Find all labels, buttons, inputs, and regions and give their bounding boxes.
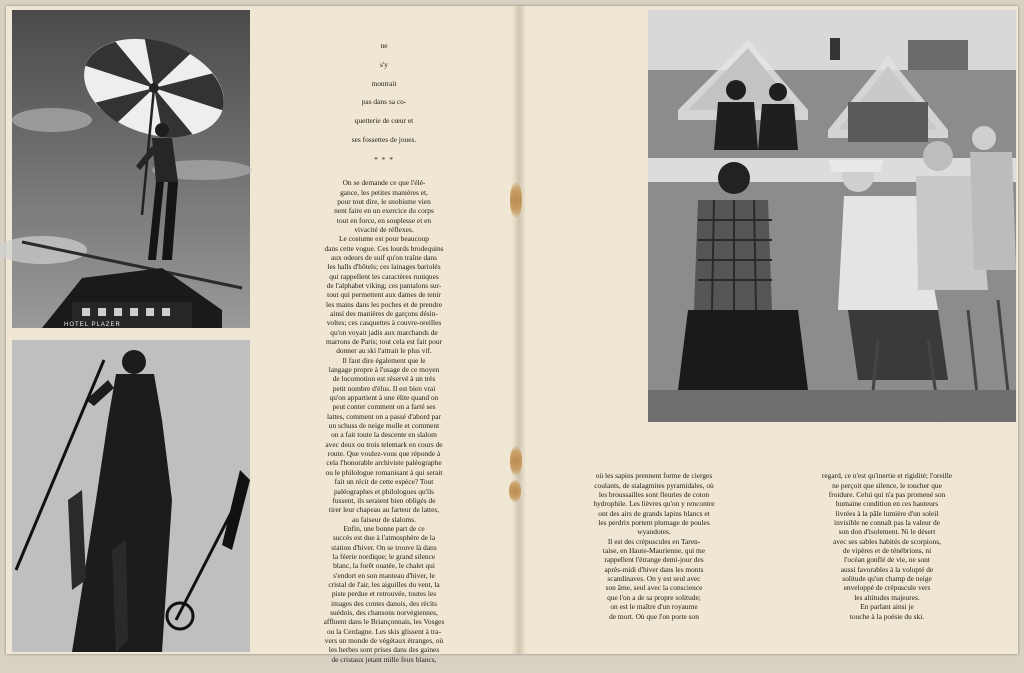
text-line: succès est due à l'atmosphère de la xyxy=(332,533,436,543)
intro-line-6: ses fossettes de joues. xyxy=(351,134,417,144)
text-line: on est le maître d'un royaume xyxy=(610,602,698,612)
text-line: touche à la poésie du ski. xyxy=(849,611,925,621)
text-line: voltes; ces casquettes à couvre-oreilles xyxy=(326,318,442,328)
intro-line-1: ne xyxy=(380,41,388,51)
text-line: blanc, la forêt ouatée, le chalet qui xyxy=(333,561,435,571)
page-gutter xyxy=(512,6,526,654)
intro-line-5: quetterie de cœur et xyxy=(354,116,414,126)
text-line: lattes, comment on a passé d'abord par xyxy=(326,411,441,421)
text-line: piste perdue et retrouvée, toutes les xyxy=(331,589,437,599)
right-col2-text xyxy=(782,471,992,621)
text-line: petit nombre d'élus. Il est bien vrai xyxy=(332,383,436,393)
text-line: de locomotion est réservé à un très xyxy=(332,374,436,384)
left-page-column xyxy=(278,32,490,673)
right-col1-text xyxy=(566,471,742,621)
text-line: humaine condition en ces hauteurs xyxy=(835,499,939,509)
text-line: coulants, de stalagmites pyramidales, où xyxy=(594,480,714,490)
text-line: dans cette vogue. Ces lourds brodequins xyxy=(324,243,444,253)
text-line: un schuss de neige molle et comment xyxy=(328,421,440,431)
intro-line-2: s'y xyxy=(380,60,388,70)
text-line: paléographes et philologues qu'ils xyxy=(333,486,435,496)
text-line: qu'on appartient à une élite quand on xyxy=(329,393,439,403)
text-line: les perdrix portent plumage de poules xyxy=(598,518,710,528)
text-line: regard, ce n'est qu'inertie et rigidité; l'oreille xyxy=(821,471,953,481)
magazine-spread xyxy=(6,6,1018,664)
text-line: s'endort en son manteau d'hiver, le xyxy=(333,570,435,580)
intro-line-3: montrait xyxy=(371,78,397,88)
text-line: vivacité de réflexes. xyxy=(354,224,414,234)
text-line: après-midi d'hiver dans les monts xyxy=(604,564,704,574)
stain-top xyxy=(510,182,522,218)
section-stars: * * * xyxy=(374,155,394,165)
text-line: son âme, seul avec la conscience xyxy=(605,583,703,593)
text-line: ou la Cerdagne. Les skis glissent à tra- xyxy=(326,626,442,636)
text-line: la féerie nordique; le grand silence xyxy=(332,551,436,561)
text-line: avec deux ou trois telemark en cours de xyxy=(325,439,443,449)
text-line: rappellent l'étrange demi-jour des xyxy=(604,555,704,565)
photo-shadow-with-pole xyxy=(12,340,250,652)
text-line: que l'on a de sa propre solitude; xyxy=(607,592,701,602)
photo-skier-umbrella xyxy=(12,10,250,328)
text-line: On se demande ce que l'élé- xyxy=(342,178,426,188)
right-page-column-1 xyxy=(566,462,742,630)
text-line: nent faire en un exercice du corps xyxy=(334,206,434,216)
text-line: son don d'isolement. Ni le désert xyxy=(838,527,936,537)
text-line: les mains dans les poches et de prendre xyxy=(326,299,442,309)
text-line: l'océan gonflé de vie, ne sont xyxy=(844,555,930,565)
text-line: invisible ne connaît pas la valeur de xyxy=(834,518,940,528)
text-line: ne perçoit que silence, le toucher que xyxy=(832,480,942,490)
text-line: scandinaves. On y est seul avec xyxy=(607,574,701,584)
text-line: taise, en Haute-Maurienne, qui me xyxy=(602,546,706,556)
right-page-column-2 xyxy=(782,462,992,630)
text-line: tout en force, en souplesse et en xyxy=(336,215,432,225)
text-line: ou le philologue romanisant à qui serait xyxy=(325,467,443,477)
text-line: aux odeurs de suif qu'on traîne dans xyxy=(330,252,437,262)
text-line: ainsi des manières de garçons désin- xyxy=(330,308,438,318)
text-line: gance, les petites manières et, xyxy=(340,187,428,197)
text-line: les halls d'hôtels; ces lainages bariolés xyxy=(327,262,441,272)
text-line: enveloppé de crépuscule vers xyxy=(843,583,931,593)
text-line: de vipères et de ténébrions, ni xyxy=(842,546,932,556)
text-line: de mort. Où que l'on porte son xyxy=(609,611,699,621)
bar-illustration xyxy=(648,10,1016,422)
text-line: ont des airs de grands lapins blancs et xyxy=(598,508,710,518)
text-line: wyandotes. xyxy=(637,527,671,537)
text-line: affluent dans le Briançonnais, les Vosges xyxy=(323,617,445,627)
text-line: donner au ski l'attrait le plus vif. xyxy=(336,346,432,356)
text-line: qu'on voyait jadis aux marchands de xyxy=(330,327,438,337)
text-line: solitude qu'un champ de neige xyxy=(842,574,932,584)
text-line: tirer leur chapeau au farteur de lattes, xyxy=(328,505,440,515)
text-line: les altitudes majeures. xyxy=(854,592,920,602)
hotel-sign: HOTEL PLAZER xyxy=(64,322,121,328)
text-line: les herbes sont prises dans des gaines xyxy=(328,645,440,655)
text-line: station d'hiver. On se trouve là dans xyxy=(331,542,437,552)
text-line: au faiseur de slaloms. xyxy=(351,514,417,524)
text-line: hydrophile. Les lièvres qu'on y rencontre xyxy=(593,499,715,509)
text-line: fussent, ils seraient bien obligés de xyxy=(332,495,436,505)
shadow-illustration xyxy=(12,340,250,652)
text-line: Il faut dire également que le xyxy=(342,355,426,365)
stain-middle xyxy=(510,446,522,476)
text-line: marrons de Paris; tout cela est fait pour xyxy=(326,337,442,346)
text-line: qui rappellent les caractères runiques xyxy=(329,271,439,281)
text-line: froidure. Celui qui n'a pas promené son xyxy=(828,490,946,500)
text-line: route. Que voulez-vous que réponde à xyxy=(327,449,441,459)
stain-bottom xyxy=(509,480,521,502)
text-line: on a fait toute la descente en slalom xyxy=(331,430,437,440)
text-line: suédois, des chansons norvégiennes, xyxy=(330,607,438,617)
left-body-text xyxy=(278,178,490,664)
text-line: les broussailles sont fleuries de coton xyxy=(598,490,710,500)
text-line: où les sapins prennent forme de cierges xyxy=(595,471,713,481)
text-line: images des contes danois, des récits xyxy=(331,598,437,608)
text-line: tout qui permettent aux dames de tenir xyxy=(327,290,441,300)
skier-umbrella-illustration xyxy=(12,10,250,328)
text-line: fait un récit de cette espèce? Tout xyxy=(334,477,434,487)
text-line: de cristaux jetant mille feux blancs, xyxy=(331,654,437,664)
text-line: Enfin, une bonne part de ce xyxy=(343,523,425,533)
text-line: Le costume est pour beaucoup xyxy=(339,234,429,244)
text-line: langage propre à l'usage de ce moyen xyxy=(328,365,440,375)
text-line: avec ses sables habités de scorpions, xyxy=(833,536,941,546)
text-line: En parlant ainsi je xyxy=(860,602,914,612)
text-line: aussi favorables à la volupté de xyxy=(840,564,934,574)
text-line: peut conter comment on a farté ses xyxy=(332,402,436,412)
text-line: de l'alphabet viking; ces pantalons sur- xyxy=(326,280,442,290)
text-line: pour tout dire, le snobisme vien xyxy=(337,196,431,206)
text-line: vers un monde de végétaux étranges, où xyxy=(324,636,444,645)
text-line: Il est des crépuscules en Taren- xyxy=(607,536,701,546)
photo-apres-ski-bar xyxy=(648,10,1016,422)
text-line: cela l'honorable archiviste paléographe xyxy=(326,458,442,468)
text-line: cristal de l'air, les aiguilles du vent, la xyxy=(328,579,440,589)
intro-line-4: pas dans sa co- xyxy=(361,97,407,107)
text-line: livrées à la pâle lumière d'un soleil xyxy=(835,508,939,518)
